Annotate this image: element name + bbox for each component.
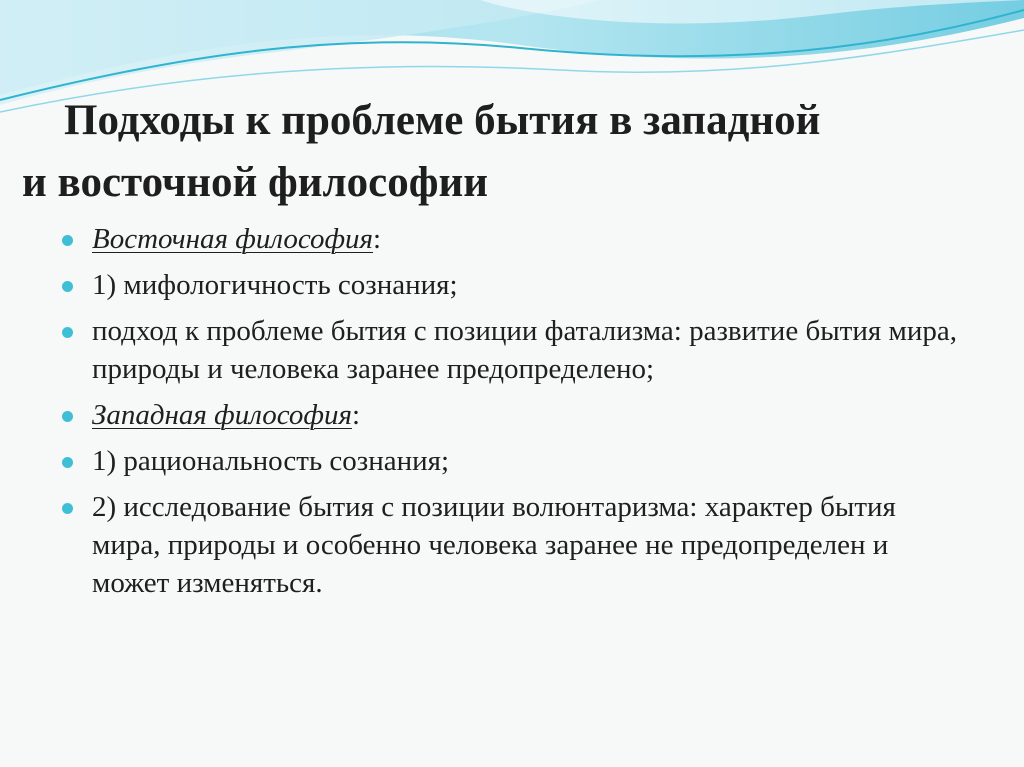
bullet-dot-icon xyxy=(62,457,73,468)
bullet-dot-icon xyxy=(62,411,73,422)
slide-title-line-1: Подходы к проблеме бытия в западной xyxy=(64,97,821,144)
heading-colon: : xyxy=(351,399,361,431)
list-item-text: подход к проблеме бытия с позиции фатализма: развитие бытия мира, природы и человека заранее предопределено; xyxy=(92,315,957,385)
bullet-dot-icon xyxy=(62,281,73,292)
section-heading-eastern: Восточная философия xyxy=(92,223,374,255)
heading-colon: : xyxy=(373,223,382,255)
list-item xyxy=(62,442,962,480)
list-item-text: 2) исследование бытия с позиции волюнтаризма: характер бытия мира, природы и особенно человека заранее не предопределен и может изменяться. xyxy=(92,491,896,599)
list-item xyxy=(62,488,962,602)
bullet-dot-icon xyxy=(62,235,73,246)
list-item-text: 1) мифологичность сознания; xyxy=(92,269,458,301)
slide-title-line-2: и восточной философии xyxy=(22,159,489,206)
list-item-eastern-heading xyxy=(62,220,962,258)
list-item-western-heading xyxy=(62,396,962,434)
list-item xyxy=(62,266,962,304)
section-heading-western: Западная философия xyxy=(92,399,352,431)
slide-title xyxy=(22,90,1002,214)
list-item-text: 1) рациональность сознания; xyxy=(92,445,450,477)
bullet-dot-icon xyxy=(62,503,73,514)
list-item xyxy=(62,312,962,388)
bullet-list xyxy=(62,220,962,610)
bullet-dot-icon xyxy=(62,327,73,338)
